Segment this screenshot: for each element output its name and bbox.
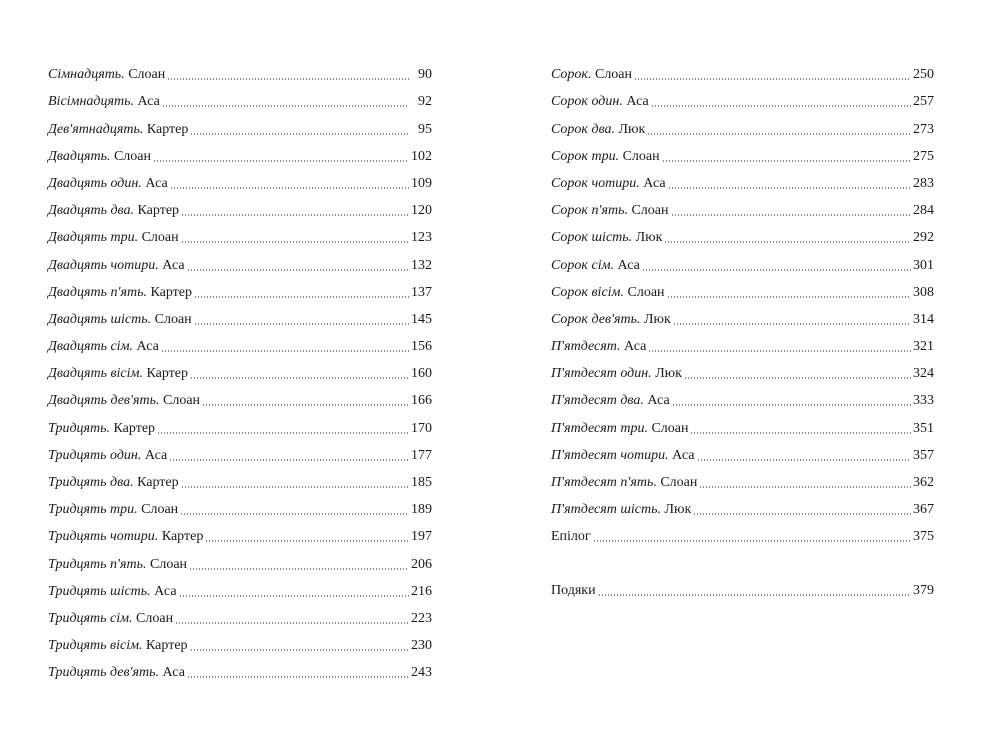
chapter-narrator: Люк <box>618 121 646 137</box>
dot-leader <box>671 214 912 216</box>
chapter-number: Сорок сім. <box>551 257 615 273</box>
chapter-number: Тридцять дев'ять. <box>48 665 160 681</box>
dot-leader <box>170 187 409 189</box>
chapter-narrator: Картер <box>146 366 188 382</box>
page-number: 177 <box>411 447 432 463</box>
dot-leader <box>181 214 409 216</box>
dot-leader <box>202 404 409 406</box>
chapter-narrator: Картер <box>137 475 179 490</box>
dot-leader <box>664 241 911 243</box>
toc-entry <box>48 410 432 437</box>
toc-entry <box>551 57 934 84</box>
toc-entry-title <box>551 365 682 383</box>
dot-leader <box>187 676 409 678</box>
toc-entry <box>551 356 934 383</box>
chapter-number: Двадцять п'ять. <box>48 284 147 300</box>
dot-leader <box>157 432 409 434</box>
page-number: 92 <box>418 94 432 110</box>
toc-entry-title <box>551 284 665 302</box>
chapter-number: Двадцять сім. <box>48 339 133 355</box>
chapter-number: Сорок один. <box>551 94 623 110</box>
chapter-narrator: Слоан <box>136 610 174 626</box>
page-number: 367 <box>913 502 934 518</box>
dot-leader <box>662 160 911 162</box>
page-number: 362 <box>913 475 934 490</box>
toc-entry <box>48 574 432 601</box>
toc-entry-title <box>48 202 179 220</box>
chapter-narrator: Аса <box>136 339 159 355</box>
toc-entry-title <box>48 392 200 410</box>
toc-entry-title <box>48 175 168 193</box>
page-number: 132 <box>411 257 432 273</box>
page-number: 333 <box>913 393 934 409</box>
dot-leader <box>161 350 409 352</box>
toc-entry <box>551 275 934 302</box>
dot-leader <box>181 241 409 243</box>
chapter-narrator: Аса <box>137 94 160 110</box>
chapter-number: Тридцять. <box>48 420 111 436</box>
dot-leader <box>690 432 911 434</box>
chapter-narrator: Картер <box>113 420 156 436</box>
chapter-number: П'ятдесят один. <box>551 366 652 382</box>
toc-entry <box>551 84 934 111</box>
chapter-narrator: Картер <box>146 638 188 654</box>
dot-leader <box>194 323 409 325</box>
chapter-number: Сорок дев'ять. <box>551 311 641 327</box>
dot-leader <box>668 187 911 189</box>
page-number: 230 <box>411 638 432 654</box>
chapter-number: Тридцять чотири. <box>48 529 159 545</box>
toc-entry-title <box>551 338 646 356</box>
dot-leader <box>684 377 911 379</box>
toc-entry-title <box>551 392 670 410</box>
dot-leader <box>180 513 409 515</box>
page-number: 166 <box>411 393 432 409</box>
dot-leader <box>672 404 911 406</box>
chapter-narrator: Аса <box>145 175 168 191</box>
toc-entry <box>48 275 432 302</box>
toc-entry <box>48 193 432 220</box>
chapter-number: Вісімнадцять. <box>48 94 134 110</box>
toc-entry <box>48 57 432 84</box>
toc-entry <box>48 220 432 247</box>
chapter-narrator: Люк <box>664 502 692 518</box>
chapter-narrator: Слоан <box>141 502 179 518</box>
toc-entry <box>48 628 432 655</box>
toc-entry <box>551 519 934 546</box>
toc-entry <box>551 410 934 437</box>
toc-entry <box>551 438 934 465</box>
toc-entry-title <box>48 121 188 139</box>
dot-leader <box>190 377 409 379</box>
dot-leader <box>651 105 911 107</box>
toc-entry <box>551 329 934 356</box>
toc-entry-title <box>48 583 177 601</box>
chapter-number: Двадцять шість. <box>48 311 152 327</box>
page-number: 357 <box>913 447 934 463</box>
chapter-narrator: Слоан <box>651 420 689 436</box>
page-number: 275 <box>913 148 934 164</box>
toc-entry <box>551 247 934 274</box>
toc-entry <box>551 220 934 247</box>
page-number: 123 <box>411 230 432 246</box>
dot-leader <box>162 105 409 107</box>
chapter-number: Двадцять два. <box>48 203 135 219</box>
chapter-number: Тридцять шість. <box>48 583 151 599</box>
toc-entry-title <box>48 637 188 655</box>
chapter-number: Тридцять вісім. <box>48 638 143 654</box>
dot-leader <box>169 459 409 461</box>
dot-leader <box>153 160 409 162</box>
page-number: 109 <box>411 175 432 191</box>
page-number: 314 <box>913 311 934 327</box>
toc-entry-title <box>48 447 167 465</box>
chapter-number: Тридцять три. <box>48 502 138 518</box>
toc-entry <box>48 329 432 356</box>
page-number: 137 <box>411 284 432 300</box>
toc-entry-title <box>551 420 688 438</box>
page-number: 223 <box>411 610 432 626</box>
page-number: 292 <box>913 230 934 246</box>
chapter-narrator: Аса <box>626 94 649 110</box>
page-number: 301 <box>913 257 934 273</box>
toc-entry-title <box>551 447 695 465</box>
dot-leader <box>598 594 911 596</box>
dot-leader <box>190 649 409 651</box>
dot-leader <box>634 78 911 80</box>
chapter-number: Двадцять три. <box>48 230 139 246</box>
toc-entry <box>551 572 934 599</box>
page-number: 206 <box>411 556 432 572</box>
dot-leader <box>642 269 911 271</box>
page-number: 160 <box>411 366 432 382</box>
toc-entry-title <box>551 474 697 492</box>
toc-entry-title <box>48 93 160 111</box>
chapter-narrator: Слоан <box>128 67 166 83</box>
toc-entry <box>48 492 432 519</box>
page-number: 375 <box>913 529 934 545</box>
chapter-number: Тридцять два. <box>48 475 134 490</box>
page-number: 90 <box>418 67 432 83</box>
chapter-narrator: Слоан <box>141 230 179 246</box>
toc-entry-title <box>551 311 671 329</box>
toc-right-column <box>551 57 934 600</box>
chapter-number: П'ятдесят шість. <box>551 502 661 518</box>
chapter-narrator: Картер <box>137 203 180 219</box>
dot-leader <box>189 568 409 570</box>
page-number: 145 <box>411 311 432 327</box>
page-number: 250 <box>913 67 934 83</box>
dot-leader <box>673 323 911 325</box>
chapter-number: Двадцять дев'ять. <box>48 393 160 409</box>
toc-entry <box>551 383 934 410</box>
chapter-narrator: Картер <box>161 529 204 545</box>
dot-leader <box>190 133 409 135</box>
toc-entry <box>48 655 432 682</box>
chapter-narrator: Аса <box>643 175 666 191</box>
chapter-narrator: Картер <box>150 284 192 300</box>
chapter-number: П'ятдесят. <box>551 339 621 355</box>
toc-entry-title <box>551 66 632 84</box>
toc-entry <box>48 356 432 383</box>
page-number: 379 <box>913 582 934 598</box>
chapter-number: Сімнадцять. <box>48 67 125 83</box>
chapter-narrator: Слоан <box>154 311 192 327</box>
toc-entry <box>551 465 934 492</box>
toc-entry-title <box>551 501 691 519</box>
dot-leader <box>667 296 911 298</box>
toc-entry-title <box>551 202 669 220</box>
chapter-number: П'ятдесят п'ять. <box>551 475 657 490</box>
chapter-number: Двадцять вісім. <box>48 366 143 382</box>
page-number: 216 <box>411 583 432 599</box>
chapter-narrator: Аса <box>647 393 670 409</box>
toc-entry <box>48 383 432 410</box>
toc-entry <box>48 601 432 628</box>
toc-entry <box>48 247 432 274</box>
dot-leader <box>647 133 911 135</box>
page-number: 273 <box>913 121 934 137</box>
chapter-narrator: Слоан <box>594 67 633 83</box>
toc-entry <box>48 84 432 111</box>
chapter-number: Сорок вісім. <box>551 284 624 300</box>
toc-entry-title <box>48 556 187 574</box>
chapter-number: Сорок чотири. <box>551 175 640 191</box>
dot-leader <box>167 78 409 80</box>
dot-leader <box>179 595 409 597</box>
toc-entry-title <box>551 257 640 275</box>
toc-entry-title <box>551 148 660 166</box>
chapter-number: Сорок три. <box>551 148 620 164</box>
chapter-number: Тридцять один. <box>48 447 142 463</box>
page-number: 170 <box>411 420 432 436</box>
toc-entry-title <box>48 474 179 492</box>
toc-entry-title <box>48 501 178 519</box>
chapter-number: Тридцять п'ять. <box>48 556 147 572</box>
chapter-number: Дев'ятнадцять. <box>48 121 144 137</box>
page-number: 185 <box>411 475 432 490</box>
toc-entry <box>48 438 432 465</box>
toc-entry-title <box>48 610 173 628</box>
toc-entry-title <box>48 284 192 302</box>
chapter-narrator: Аса <box>144 447 168 463</box>
chapter-narrator: Аса <box>624 339 647 355</box>
page-number: 197 <box>411 529 432 545</box>
toc-entry <box>551 302 934 329</box>
chapter-narrator: Слоан <box>660 475 698 490</box>
toc-entry <box>551 111 934 138</box>
chapter-narrator: Подяки <box>551 582 596 598</box>
chapter-narrator: Аса <box>162 665 185 681</box>
toc-entry <box>48 519 432 546</box>
dot-leader <box>205 540 409 542</box>
toc-entry-title <box>48 420 155 438</box>
page-number: 120 <box>411 203 432 219</box>
page-number: 156 <box>411 339 432 355</box>
chapter-number: Тридцять сім. <box>48 610 133 626</box>
dot-leader <box>648 350 911 352</box>
dot-leader <box>187 269 409 271</box>
chapter-narrator: Епілог <box>551 529 591 545</box>
toc-entry-title <box>551 121 645 139</box>
chapter-number: Сорок. <box>551 67 592 83</box>
toc-entry-title <box>48 257 185 275</box>
toc-entry-title <box>48 365 188 383</box>
chapter-narrator: Слоан <box>627 284 665 300</box>
toc-entry-title <box>48 148 151 166</box>
toc-entry-title <box>551 93 649 111</box>
chapter-narrator: Люк <box>635 230 663 246</box>
chapter-number: Сорок п'ять. <box>551 203 628 219</box>
chapter-number: П'ятдесят два. <box>551 393 644 409</box>
toc-entry <box>551 166 934 193</box>
dot-leader <box>697 459 911 461</box>
page-number: 283 <box>913 175 934 191</box>
toc-entry <box>48 302 432 329</box>
page-number: 95 <box>418 121 432 137</box>
toc-entry-title <box>48 311 192 329</box>
toc-entry-title <box>551 528 591 546</box>
chapter-narrator: Картер <box>146 121 189 137</box>
toc-entry <box>551 139 934 166</box>
dot-leader <box>699 486 911 488</box>
toc-entry-title <box>48 664 185 682</box>
chapter-narrator: Аса <box>162 257 185 273</box>
toc-entry-title <box>48 66 165 84</box>
chapter-number: Двадцять. <box>48 148 111 164</box>
toc-left-column <box>48 57 432 682</box>
toc-entry <box>48 465 432 492</box>
dot-leader <box>181 486 409 488</box>
toc-entry-title <box>48 338 159 356</box>
chapter-number: Двадцять один. <box>48 175 142 191</box>
page-number: 189 <box>411 502 432 518</box>
toc-entry-title <box>551 175 666 193</box>
dot-leader <box>194 296 409 298</box>
toc-entry <box>48 166 432 193</box>
page-number: 324 <box>913 366 934 382</box>
chapter-narrator: Слоан <box>113 148 151 164</box>
section-gap <box>551 546 934 572</box>
toc-entry <box>551 193 934 220</box>
toc-entry <box>551 492 934 519</box>
chapter-narrator: Аса <box>672 447 695 463</box>
dot-leader <box>593 540 911 542</box>
toc-entry <box>48 111 432 138</box>
chapter-number: П'ятдесят три. <box>551 420 648 436</box>
page-number: 102 <box>411 148 432 164</box>
chapter-number: П'ятдесят чотири. <box>551 447 669 463</box>
chapter-narrator: Слоан <box>163 393 201 409</box>
toc-entry <box>48 139 432 166</box>
page-number: 321 <box>913 339 934 355</box>
chapter-narrator: Аса <box>154 583 177 599</box>
page-number: 243 <box>411 665 432 681</box>
chapter-narrator: Люк <box>655 366 682 382</box>
chapter-narrator: Слоан <box>631 203 669 219</box>
page-number: 257 <box>913 94 934 110</box>
dot-leader <box>693 513 911 515</box>
toc-entry <box>48 546 432 573</box>
chapter-number: Сорок два. <box>551 121 616 137</box>
chapter-narrator: Слоан <box>622 148 660 164</box>
toc-entry-title <box>551 582 596 600</box>
chapter-narrator: Люк <box>644 311 671 327</box>
toc-entry-title <box>48 528 203 546</box>
page-number: 284 <box>913 203 934 219</box>
chapter-number: Сорок шість. <box>551 230 633 246</box>
chapter-narrator: Слоан <box>150 556 188 572</box>
toc-entry-title <box>48 229 179 247</box>
page-number: 308 <box>913 284 934 300</box>
chapter-number: Двадцять чотири. <box>48 257 159 273</box>
toc-entry-title <box>551 229 662 247</box>
chapter-narrator: Аса <box>617 257 640 273</box>
dot-leader <box>175 622 409 624</box>
page-number: 351 <box>913 420 934 436</box>
